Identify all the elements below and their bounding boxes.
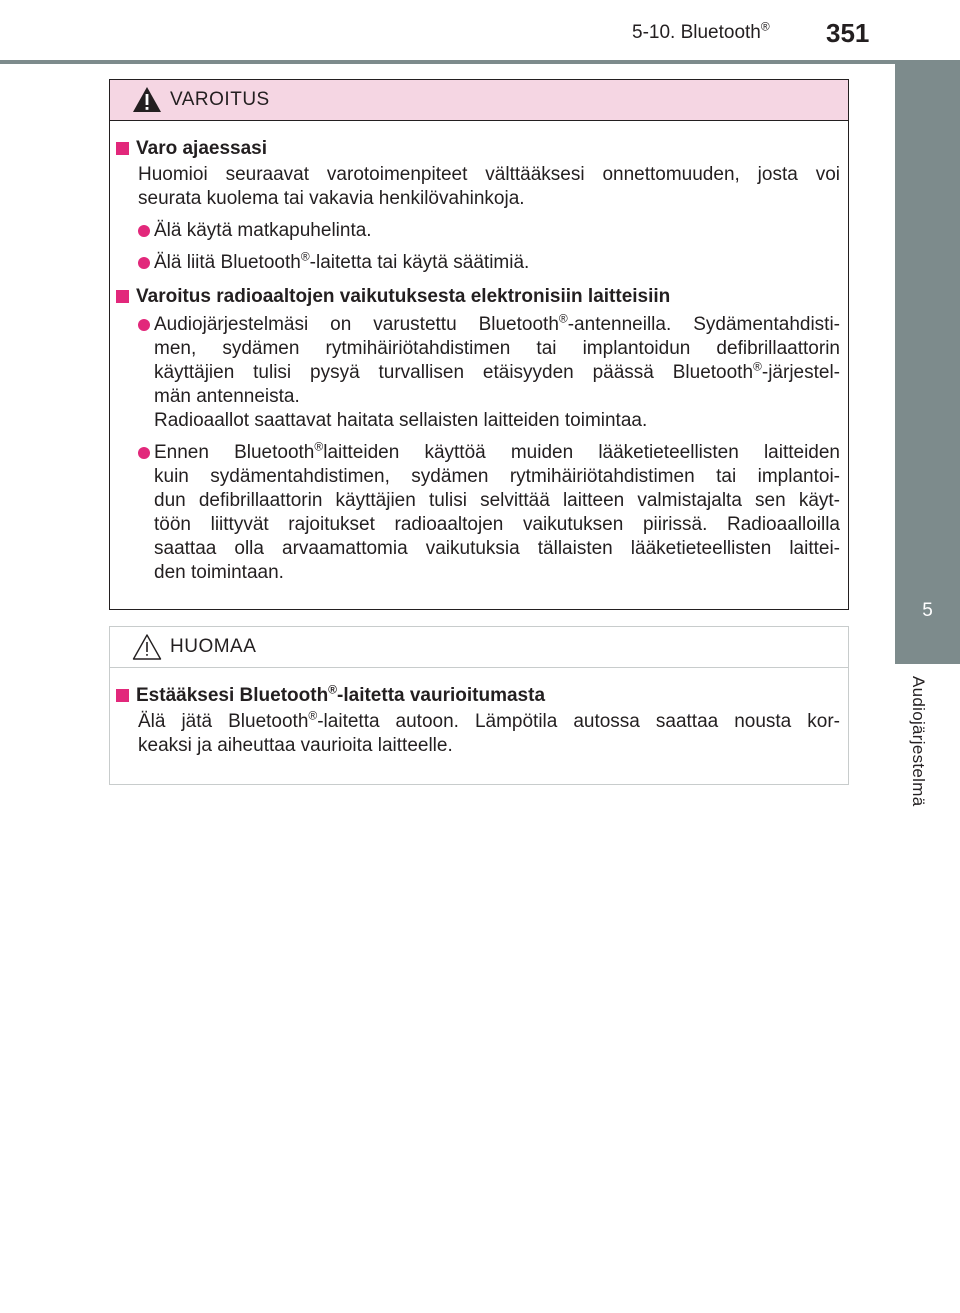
warning-header <box>110 80 848 121</box>
notice-title: HUOMAA <box>170 636 257 657</box>
list-item: Älä käytä matkapuhelinta. <box>116 219 840 243</box>
paragraph: Huomioi seuraavat varotoimenpiteet välttääksesi onnettomuuden, josta voi seurata kuolema tai vakavia henkilövahinkoja. <box>138 164 840 209</box>
warning-body <box>110 121 848 585</box>
list-item: Älä liitä Bluetooth®-laitetta tai käytä säätimiä. <box>116 251 840 275</box>
registered-mark: ® <box>760 19 770 34</box>
notice-body <box>110 668 848 758</box>
notice-header <box>110 627 848 668</box>
caution-triangle-icon <box>132 633 162 660</box>
header-rule <box>0 60 960 64</box>
notice-box <box>109 626 849 785</box>
square-bullet-icon <box>116 290 129 303</box>
section-heading: Estääksesi Bluetooth®-laitetta vaurioitumasta <box>116 684 840 708</box>
paragraph: Älä jätä Bluetooth®-laitetta autoon. Lämpötila autossa saattaa nousta kor- keaksi ja aiheuttaa vaurioita laitteelle. <box>138 708 840 756</box>
section-heading: Varo ajaessasi <box>116 137 840 161</box>
chapter-label: Audiojärjestelmä <box>909 676 928 807</box>
round-bullet-icon <box>138 225 150 237</box>
section-header <box>632 19 770 44</box>
square-bullet-icon <box>116 142 129 155</box>
square-bullet-icon <box>116 689 129 702</box>
round-bullet-icon <box>138 447 150 459</box>
list-item: Ennen Bluetooth®laitteiden käyttöä muiden lääketieteellisten laitteiden kuin sydämentahdistimen, sydämen rytmihäiriötahdistimen tai implantoi- dun defibrillaattorin käyttäjien tulisi selvittää laitteen valmistajalta sen käyt- töön liittyvät rajoitukset radioaaltojen vaikutuksen piirissä. Radioaalloilla saattaa olla arvaamattomia vaikutuksia tällaisten lääketieteellisten laittei- den toimintaan. <box>116 441 840 585</box>
warning-title: VAROITUS <box>170 89 270 110</box>
round-bullet-icon <box>138 257 150 269</box>
list-item: Audiojärjestelmäsi on varustettu Bluetooth®-antenneilla. Sydämentahdisti- men, sydämen rytmihäiriötahdistimen tai implantoidun defibrillaattorin käyttäjien tulisi pysyä turvallisen etäisyyden päässä Bluetooth®-järjestel- män antenneista. Radioaallot saattavat haitata sellaisten laitteiden toimintaa. <box>116 313 840 433</box>
section-title: 5-10. Bluetooth <box>632 22 761 43</box>
warning-triangle-icon <box>132 86 162 113</box>
warning-box <box>109 79 849 610</box>
chapter-number: 5 <box>922 600 933 621</box>
chapter-tab <box>895 64 960 664</box>
page-number: 351 <box>826 18 870 48</box>
section-heading: Varoitus radioaaltojen vaikutuksesta elektronisiin laitteisiin <box>116 285 840 309</box>
round-bullet-icon <box>138 319 150 331</box>
